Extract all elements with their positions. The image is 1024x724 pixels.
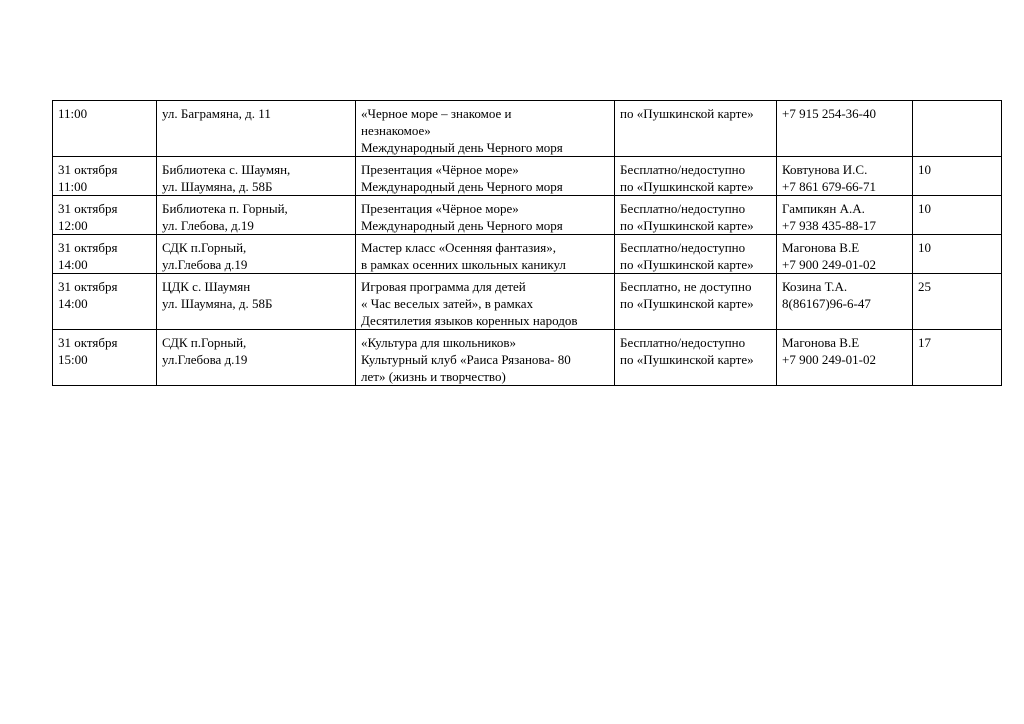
- contact-line: Ковтунова И.С.: [782, 162, 868, 177]
- place-line: ул. Шаумяна, д. 58Б: [162, 296, 273, 311]
- date-cell: [53, 101, 157, 157]
- time-line: 14:00: [58, 257, 88, 272]
- table-row: [53, 101, 1002, 157]
- price-line: по «Пушкинской карте»: [620, 257, 754, 272]
- event-line: Мастер класс «Осенняя фантазия»,: [361, 240, 556, 255]
- price-cell: [615, 235, 777, 274]
- count-line: [918, 105, 997, 122]
- place-cell: [157, 157, 356, 196]
- place-cell: [157, 196, 356, 235]
- contact-line: 8(86167)96-6-47: [782, 296, 871, 311]
- contact-line: Козина Т.А.: [782, 279, 848, 294]
- contact-cell: [777, 274, 913, 330]
- table-row: [53, 274, 1002, 330]
- place-cell: [157, 235, 356, 274]
- place-cell: [157, 274, 356, 330]
- place-line: СДК п.Горный,: [162, 240, 247, 255]
- place-line: ул. Глебова, д.19: [162, 218, 254, 233]
- count-cell: [913, 274, 1002, 330]
- contact-cell: [777, 157, 913, 196]
- count-cell: [913, 330, 1002, 386]
- event-cell: [356, 235, 615, 274]
- price-cell: [615, 274, 777, 330]
- event-cell: [356, 101, 615, 157]
- time-line: 15:00: [58, 352, 88, 367]
- event-cell: [356, 274, 615, 330]
- place-line: ул. Баграмяна, д. 11: [162, 106, 271, 121]
- price-line: Бесплатно/недоступно: [620, 240, 746, 255]
- date-line: 31 октября: [58, 279, 118, 294]
- date-line: 31 октября: [58, 201, 118, 216]
- event-line: лет» (жизнь и творчество): [361, 369, 506, 384]
- event-line: Культурный клуб «Раиса Рязанова- 80: [361, 352, 571, 367]
- count-line: 10: [918, 240, 931, 255]
- event-line: Международный день Черного моря: [361, 179, 563, 194]
- events-schedule-table: [52, 100, 1002, 386]
- contact-line: +7 938 435-88-17: [782, 218, 876, 233]
- place-line: Библиотека п. Горный,: [162, 201, 288, 216]
- place-line: ул. Шаумяна, д. 58Б: [162, 179, 273, 194]
- table-row: [53, 196, 1002, 235]
- contact-line: +7 900 249-01-02: [782, 352, 876, 367]
- table-row: [53, 235, 1002, 274]
- date-cell: [53, 157, 157, 196]
- event-line: «Культура для школьников»: [361, 335, 517, 350]
- date-cell: [53, 235, 157, 274]
- table-row: [53, 330, 1002, 386]
- price-line: по «Пушкинской карте»: [620, 106, 754, 121]
- count-line: 10: [918, 201, 931, 216]
- event-line: Международный день Черного моря: [361, 218, 563, 233]
- time-line: 11:00: [58, 179, 88, 194]
- price-cell: [615, 157, 777, 196]
- event-line: Десятилетия языков коренных народов: [361, 313, 578, 328]
- event-cell: [356, 196, 615, 235]
- price-line: по «Пушкинской карте»: [620, 352, 754, 367]
- time-line: 14:00: [58, 296, 88, 311]
- event-line: Презентация «Чёрное море»: [361, 162, 519, 177]
- price-cell: [615, 101, 777, 157]
- price-line: Бесплатно/недоступно: [620, 162, 746, 177]
- contact-line: Магонова В.Е: [782, 335, 860, 350]
- count-cell: [913, 157, 1002, 196]
- contact-line: +7 900 249-01-02: [782, 257, 876, 272]
- event-cell: [356, 157, 615, 196]
- price-line: Бесплатно/недоступно: [620, 335, 746, 350]
- place-cell: [157, 330, 356, 386]
- contact-cell: [777, 330, 913, 386]
- event-line: «Черное море – знакомое и: [361, 106, 512, 121]
- table-body: [53, 101, 1002, 386]
- count-cell: [913, 101, 1002, 157]
- price-line: Бесплатно, не доступно: [620, 279, 752, 294]
- price-line: по «Пушкинской карте»: [620, 218, 754, 233]
- date-line: 31 октября: [58, 335, 118, 350]
- count-line: 25: [918, 279, 931, 294]
- price-line: Бесплатно/недоступно: [620, 201, 746, 216]
- price-line: по «Пушкинской карте»: [620, 179, 754, 194]
- event-line: « Час веселых затей», в рамках: [361, 296, 534, 311]
- place-line: ЦДК с. Шаумян: [162, 279, 251, 294]
- contact-line: Магонова В.Е: [782, 240, 860, 255]
- count-cell: [913, 196, 1002, 235]
- event-line: Международный день Черного моря: [361, 140, 563, 155]
- place-line: Библиотека с. Шаумян,: [162, 162, 291, 177]
- date-line: 11:00: [58, 106, 88, 121]
- contact-line: +7 915 254-36-40: [782, 106, 876, 121]
- place-cell: [157, 101, 356, 157]
- time-line: 12:00: [58, 218, 88, 233]
- price-line: по «Пушкинской карте»: [620, 296, 754, 311]
- contact-cell: [777, 101, 913, 157]
- contact-cell: [777, 196, 913, 235]
- price-cell: [615, 330, 777, 386]
- contact-cell: [777, 235, 913, 274]
- table-row: [53, 157, 1002, 196]
- count-cell: [913, 235, 1002, 274]
- place-line: ул.Глебова д.19: [162, 257, 248, 272]
- date-cell: [53, 196, 157, 235]
- event-line: Презентация «Чёрное море»: [361, 201, 519, 216]
- contact-line: +7 861 679-66-71: [782, 179, 876, 194]
- date-cell: [53, 274, 157, 330]
- count-line: 17: [918, 335, 931, 350]
- event-line: незнакомое»: [361, 123, 431, 138]
- count-line: 10: [918, 162, 931, 177]
- event-cell: [356, 330, 615, 386]
- date-line: 31 октября: [58, 162, 118, 177]
- event-line: Игровая программа для детей: [361, 279, 526, 294]
- event-line: в рамках осенних школьных каникул: [361, 257, 566, 272]
- date-cell: [53, 330, 157, 386]
- place-line: СДК п.Горный,: [162, 335, 247, 350]
- place-line: ул.Глебова д.19: [162, 352, 248, 367]
- contact-line: Гампикян А.А.: [782, 201, 865, 216]
- price-cell: [615, 196, 777, 235]
- date-line: 31 октября: [58, 240, 118, 255]
